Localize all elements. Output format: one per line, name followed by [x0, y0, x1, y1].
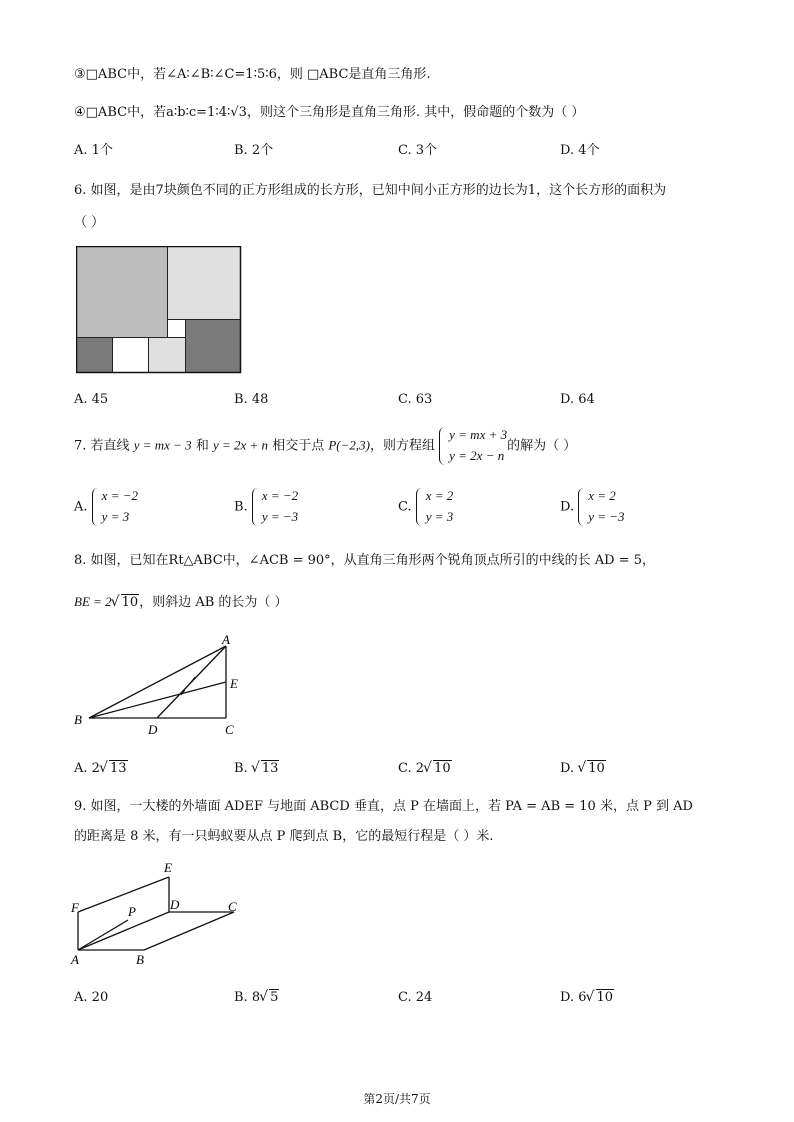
- q6-rectangle-figure: [76, 246, 242, 374]
- q5-option-c: C. 3个: [398, 143, 438, 158]
- q9-edge-bc: [144, 912, 234, 950]
- q9-stem-line1: 9. 如图，一大楼的外墙面 ADEF 与地面 ABCD 垂直，点 P 在墙面上，若 PA = AB = 10 米，点 P 到 AD: [74, 799, 693, 814]
- q6-square-bottom-3: [149, 338, 186, 373]
- q6-option-c: C. 63: [398, 392, 433, 407]
- q8-label-c: C: [225, 722, 234, 737]
- q8-label-d: D: [148, 722, 158, 737]
- q5-option-d: D. 4个: [560, 143, 600, 158]
- q8-option-b: B. √ 13: [234, 760, 279, 778]
- q5-item-3: ③□ABC中，若∠A∶∠B∶∠C=1∶5∶6，则 □ABC是直角三角形.: [74, 67, 431, 82]
- q6-square-top-left: [77, 247, 168, 338]
- q8-label-a: A: [222, 632, 230, 647]
- q8-stem-line2: BE = 2√ 10，则斜边 AB 的长为（ ）: [74, 593, 288, 612]
- q8-label-e: E: [230, 676, 238, 691]
- q9-option-a: A. 20: [74, 990, 109, 1005]
- q9-label-b: B: [136, 952, 144, 967]
- q9-label-a: A: [71, 952, 79, 967]
- q6-square-right-dark: [186, 320, 241, 373]
- page-footer: 第2页/共7页: [363, 1092, 431, 1106]
- q9-label-d: D: [170, 897, 180, 912]
- q8-median-be: [89, 682, 226, 718]
- q9-label-p: P: [128, 904, 136, 919]
- q8-option-a: A. 2√ 13: [74, 760, 128, 778]
- q7-equation-system: y = mx + 3 y = 2x − n: [439, 425, 507, 467]
- q8-option-c: C. 2√ 10: [398, 760, 452, 778]
- q9-edge-ad: [78, 912, 169, 950]
- q7-option-d: D. x = 2 y = −3: [560, 486, 625, 528]
- q6-option-b: B. 48: [234, 392, 269, 407]
- q6-square-bottom-1: [77, 338, 113, 373]
- q9-building-figure: [66, 856, 252, 970]
- q5-item-4: ④□ABC中，若a∶b∶c=1∶4∶√3，则这个三角形是直角三角形. 其中，假命题的个数为（ ）: [74, 105, 585, 120]
- q9-label-f: F: [71, 900, 79, 915]
- q9-label-c: C: [228, 899, 237, 914]
- q9-stem-line2: 的距离是 8 米，有一只蚂蚁要从点 P 爬到点 B，它的最短行程是（ ）米.: [74, 829, 494, 844]
- q9-label-e: E: [164, 860, 172, 875]
- q9-option-b: B. 8√ 5: [234, 989, 279, 1007]
- q6-paren: （ ）: [74, 215, 105, 230]
- q6-square-center-small: [168, 320, 186, 338]
- q7-option-b: B. x = −2 y = −3: [234, 486, 298, 528]
- q5-option-a: A. 1个: [74, 143, 113, 158]
- q7-option-a: A. x = −2 y = 3: [74, 486, 138, 528]
- q9-option-c: C. 24: [398, 990, 433, 1005]
- q8-label-b: B: [74, 712, 82, 727]
- q6-option-d: D. 64: [560, 392, 595, 407]
- q9-edge-fe: [78, 877, 169, 912]
- q6-stem: 6. 如图，是由7块颜色不同的正方形组成的长方形，已知中间小正方形的边长为1，这个长方形的面积为: [74, 183, 667, 198]
- q8-stem-line1: 8. 如图，已知在Rt△ABC中，∠ACB = 90°，从直角三角形两个锐角顶点所引的中线的长 AD = 5，: [74, 553, 656, 568]
- q8-side-ab: [89, 646, 226, 718]
- q8-option-d: D. √ 10: [560, 760, 606, 778]
- q8-sqrt: √ 10: [112, 594, 140, 612]
- q5-option-b: B. 2个: [234, 143, 274, 158]
- q8-triangle-figure: [70, 632, 270, 742]
- q6-square-top-right: [168, 247, 241, 320]
- q6-option-a: A. 45: [74, 392, 109, 407]
- q9-segment-pa: [78, 920, 128, 950]
- q6-square-bottom-2: [113, 338, 149, 373]
- q7-stem: 7. 若直线 y = mx − 3 和 y = 2x + n 相交于点 P(−2,3)，则方程组 y = mx + 3 y = 2x − n 的解为（ ）: [74, 425, 576, 467]
- q9-option-d: D. 6√ 10: [560, 989, 614, 1007]
- q7-option-c: C. x = 2 y = 3: [398, 486, 453, 528]
